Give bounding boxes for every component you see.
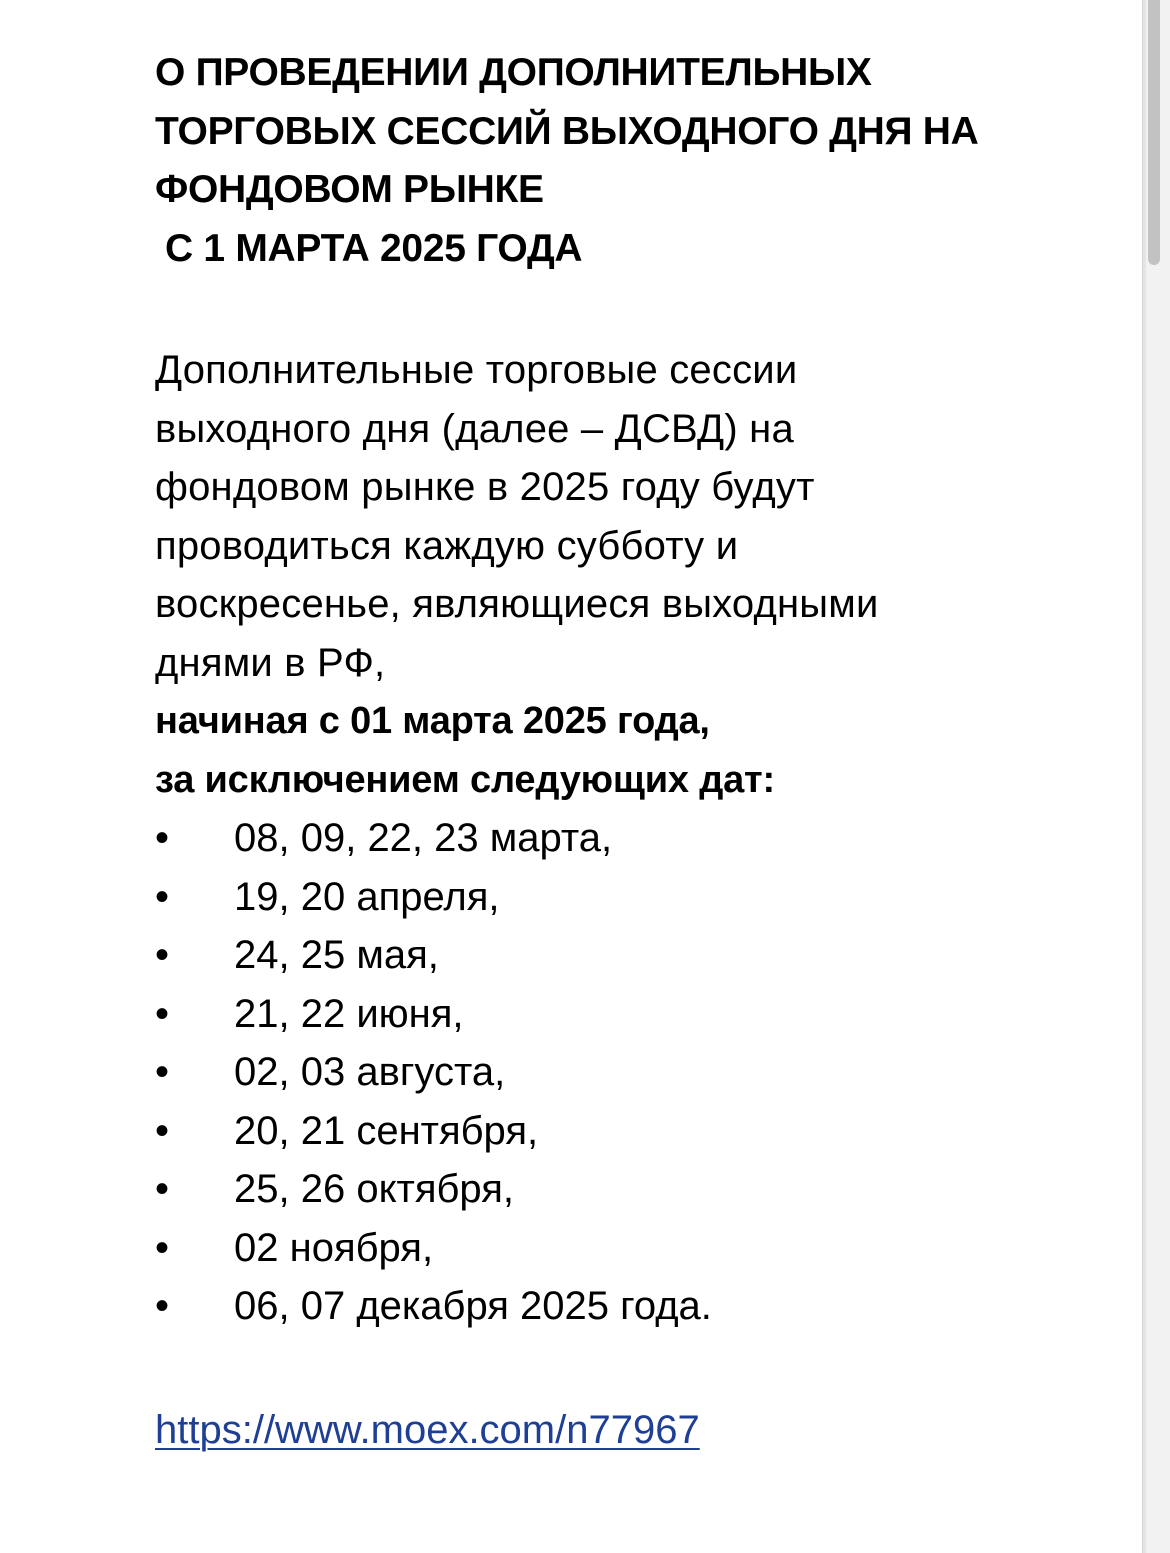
bullet-icon: • xyxy=(155,1167,170,1211)
exception-date: 21, 22 июня, xyxy=(234,991,464,1036)
exception-date: 02 ноября, xyxy=(234,1225,434,1270)
list-item xyxy=(155,1277,1115,1336)
list-item xyxy=(155,926,1115,985)
list-item xyxy=(155,985,1115,1044)
title-line: ФОНДОВОМ РЫНКЕ xyxy=(155,168,544,211)
list-item xyxy=(155,1219,1115,1278)
list-item xyxy=(155,1102,1115,1161)
exception-date: 20, 21 сентября, xyxy=(234,1108,539,1153)
scrollbar-thumb[interactable] xyxy=(1148,0,1160,265)
bullet-icon: • xyxy=(155,874,170,919)
bullet-icon: • xyxy=(155,991,170,1036)
bullet-icon: • xyxy=(155,1225,170,1270)
exception-date: 06, 07 декабря 2025 года. xyxy=(234,1284,712,1328)
exception-date: 25, 26 октября, xyxy=(234,1167,514,1211)
bullet-icon: • xyxy=(155,1050,170,1094)
exceptions-heading: за исключением следующих дат: xyxy=(155,758,775,801)
intro-paragraph xyxy=(155,341,1115,809)
list-item xyxy=(155,868,1115,927)
list-item xyxy=(155,809,1115,868)
bullet-icon: • xyxy=(155,1284,170,1328)
title-line: С 1 МАРТА 2025 ГОДА xyxy=(165,226,583,270)
document-title xyxy=(155,44,1115,278)
title-line: ТОРГОВЫХ СЕССИЙ ВЫХОДНОГО ДНЯ НА xyxy=(155,109,979,153)
title-line: О ПРОВЕДЕНИИ ДОПОЛНИТЕЛЬНЫХ xyxy=(155,51,872,94)
scrollbar-edge xyxy=(1143,0,1146,1553)
intro-line: днями в РФ, xyxy=(155,640,386,685)
intro-line: проводиться каждую субботу и xyxy=(155,523,739,568)
source-link[interactable]: https://www.moex.com/n77967 xyxy=(155,1407,700,1452)
intro-line: воскресенье, являющиеся выходными xyxy=(155,582,879,626)
exception-date: 24, 25 мая, xyxy=(234,933,439,977)
start-date-statement: начиная с 01 марта 2025 года, xyxy=(155,700,710,742)
exception-dates-list xyxy=(155,809,1115,1336)
intro-line: фондовом рынке в 2025 году будут xyxy=(155,465,815,509)
bullet-icon: • xyxy=(155,816,170,860)
bullet-icon: • xyxy=(155,1108,170,1153)
list-item xyxy=(155,1160,1115,1219)
document-content xyxy=(155,44,1115,1459)
intro-line: выходного дня (далее – ДСВД) на xyxy=(155,406,794,451)
intro-line: Дополнительные торговые сессии xyxy=(155,348,798,392)
list-item xyxy=(155,1043,1115,1102)
exception-date: 02, 03 августа, xyxy=(234,1050,506,1094)
bullet-icon: • xyxy=(155,933,170,977)
exception-date: 19, 20 апреля, xyxy=(234,874,500,919)
exception-date: 08, 09, 22, 23 марта, xyxy=(234,816,613,860)
